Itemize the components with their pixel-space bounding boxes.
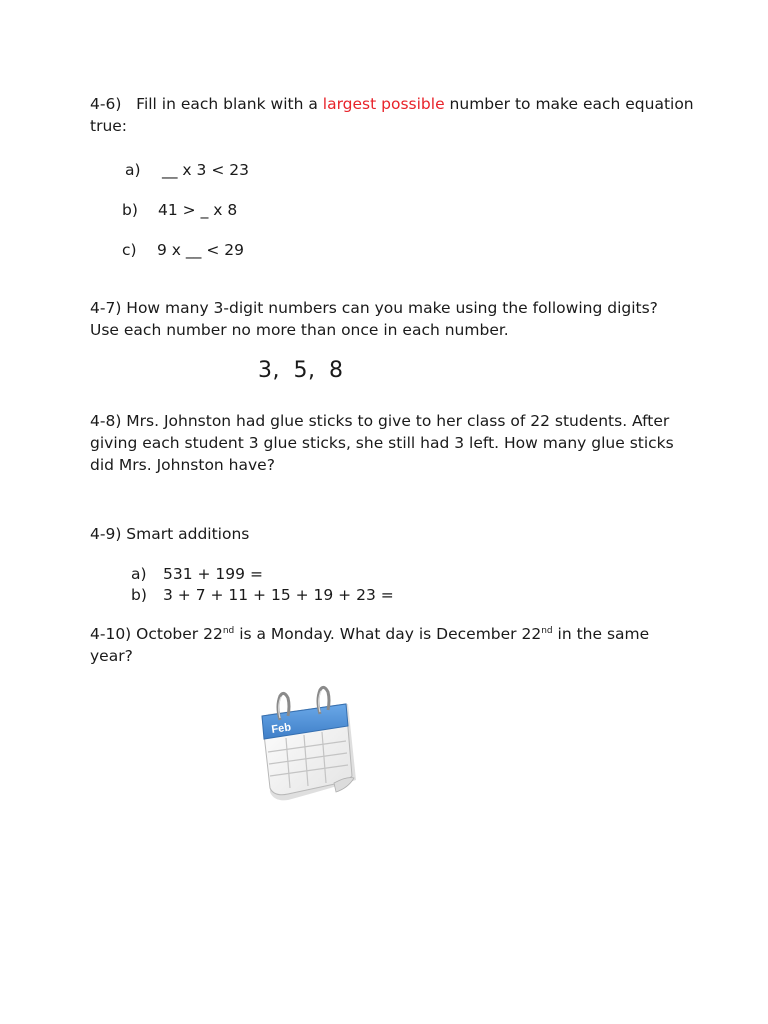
q48-line1: 4-8) Mrs. Johnston had glue sticks to give to her class of 22 students. After <box>90 412 670 430</box>
q49-b-text: 3 + 7 + 11 + 15 + 19 + 23 = <box>163 586 394 604</box>
q46-line1 <box>90 93 694 115</box>
q410-sup2: nd <box>541 625 553 636</box>
q46-a-text: __ x 3 < 23 <box>162 161 249 179</box>
q47-line1: 4-7) How many 3-digit numbers can you make using the following digits? <box>90 299 658 317</box>
q46-number: 4-6) <box>90 95 122 113</box>
q49-a-label: a) <box>131 565 147 583</box>
calendar-icon <box>252 684 366 808</box>
q46-c-label: c) <box>122 241 137 259</box>
q46-b-text: 41 > _ x 8 <box>158 201 238 219</box>
q46-c-text: 9 x __ < 29 <box>157 241 244 259</box>
q410-line1 <box>90 623 649 645</box>
q47-line2: Use each number no more than once in each number. <box>90 321 509 339</box>
q46-intro: Fill in each blank with a <box>136 95 318 113</box>
q47-digits: 3, 5, 8 <box>258 358 344 383</box>
q48-line3: did Mrs. Johnston have? <box>90 456 275 474</box>
q410-part2: is a Monday. What day is December 22 <box>234 625 542 643</box>
q46-continuation: true: <box>90 117 128 135</box>
q49-title: 4-9) Smart additions <box>90 525 250 543</box>
q46-rest: number to make each equation <box>449 95 694 113</box>
q410-part1: 4-10) October 22 <box>90 625 223 643</box>
q46-a-label: a) <box>125 161 141 179</box>
q410-sup1: nd <box>222 625 235 636</box>
q410-part3: in the same <box>552 625 650 643</box>
calendar-month: Feb <box>270 721 292 736</box>
q46-b-label: b) <box>122 201 138 219</box>
q49-b-label: b) <box>131 586 147 604</box>
q48-line2: giving each student 3 glue sticks, she still had 3 left. How many glue sticks <box>90 434 674 452</box>
q49-a-text: 531 + 199 = <box>163 565 263 583</box>
q46-highlight: largest possible <box>322 95 445 113</box>
q410-line2: year? <box>90 647 133 665</box>
